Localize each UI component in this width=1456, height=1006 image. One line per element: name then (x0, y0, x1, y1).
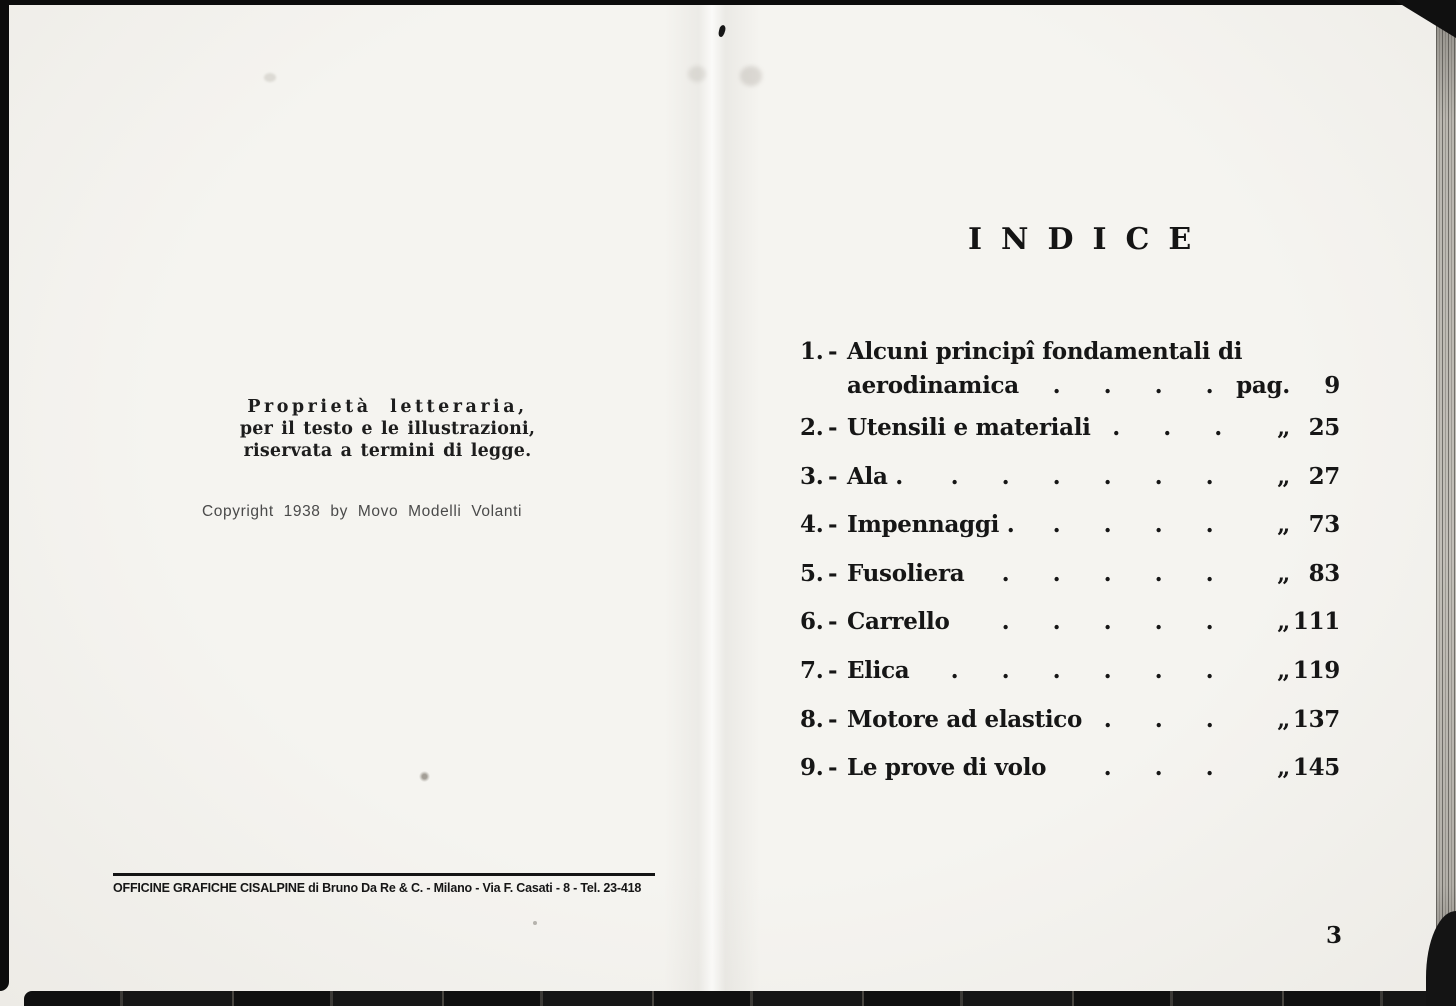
toc-leader-dot: . (1154, 754, 1163, 782)
toc-page-ref-mark: „ (1277, 754, 1290, 782)
toc-entry-dash: - (828, 656, 838, 684)
toc-leader-dots (1014, 501, 1235, 550)
toc-leader-dot: . (950, 462, 959, 490)
toc-leader-dot: . (1052, 462, 1061, 490)
toc-page-ref-mark: „ (1277, 511, 1290, 539)
toc-leader-dot: . (1103, 462, 1112, 490)
toc-leader-dot: . (1052, 372, 1061, 399)
toc-leader-dots (903, 453, 1235, 502)
toc-entry-number: 8. (800, 705, 824, 733)
toc-entry-dash: - (828, 338, 838, 365)
toc-page-number: 111 (1292, 608, 1340, 636)
index-title: INDICE (968, 222, 1211, 257)
toc-entry-title: Le prove di volo (847, 754, 1047, 782)
toc-entry (800, 550, 1340, 599)
scan-speck (419, 771, 430, 782)
scan-speck (264, 73, 276, 82)
toc-leader-dot: . (1112, 414, 1120, 441)
toc-entry-title: Impennaggi . (847, 511, 1015, 539)
toc-page-ref-mark: „ (1277, 705, 1290, 733)
book-gutter-shadow (664, 0, 760, 1006)
toc-leader-dot: . (1154, 608, 1163, 636)
toc-leader-dot: . (1001, 559, 1010, 587)
toc-leader-dots (1046, 744, 1235, 793)
toc-page-ref-mark: „ (1277, 608, 1290, 636)
book-corner-bottom-right (1426, 911, 1456, 1006)
toc-leader-dot: . (1205, 511, 1214, 539)
toc-entry-number: 6. (800, 608, 824, 636)
toc-leader-dot: . (1154, 559, 1163, 587)
toc-leader-dot: . (1001, 608, 1010, 636)
toc-entry-line-1 (800, 336, 1340, 368)
toc-entry (800, 501, 1340, 550)
copyright-line: Copyright 1938 by Movo Modelli Volanti (202, 503, 523, 520)
toc-entry-dash: - (828, 414, 838, 441)
toc-page-number: 137 (1292, 705, 1340, 733)
toc-entry-title: Utensili e materiali (847, 414, 1091, 441)
toc-page-number: 73 (1308, 511, 1340, 539)
toc-page-number: 25 (1308, 414, 1340, 441)
toc-entry-dash: - (828, 608, 838, 636)
toc-entry-dash: - (828, 705, 838, 733)
toc-leader-dots (1019, 368, 1235, 404)
scan-speck (533, 921, 537, 925)
toc-leader-dot: . (1205, 705, 1214, 733)
toc-page-number: 119 (1292, 656, 1340, 684)
toc-entry-title: Motore ad elastico (847, 705, 1083, 733)
toc-entry-line-2 (800, 368, 1340, 404)
toc-entry-dash: - (828, 462, 838, 490)
book-page-edges (1436, 0, 1456, 1006)
toc-leader-dots (964, 550, 1235, 599)
notice-line-2: per il testo e le illustrazioni, (239, 418, 536, 439)
toc-entry-dash: - (828, 754, 838, 782)
toc-entry (800, 647, 1340, 696)
notice-line-3: riservata a termini di legge. (243, 440, 532, 461)
toc-page-ref-mark: „ (1277, 414, 1290, 441)
toc-leader-dot: . (1205, 608, 1214, 636)
toc-leader-dot: . (950, 656, 959, 684)
toc-entry-title: Fusoliera (847, 559, 965, 587)
toc-page-number: 27 (1308, 462, 1340, 490)
toc-page-number: 83 (1308, 559, 1340, 587)
toc-leader-dot: . (1103, 705, 1112, 733)
toc-leader-dot: . (1205, 372, 1214, 399)
toc-entry-number: 3. (800, 462, 824, 490)
toc-page-ref-mark: „ (1277, 656, 1290, 684)
toc-leader-dot: . (1214, 414, 1222, 441)
printer-imprint: OFFICINE GRAFICHE CISALPINE di Bruno Da Re & C. - Milano - Via F. Casati - 8 - Tel. 23-418 (113, 881, 642, 895)
toc-leader-dot: . (1103, 511, 1112, 539)
toc-leader-dot: . (1103, 372, 1112, 399)
toc-entry-title-continued: aerodinamica (847, 372, 1019, 399)
imprint-rule (113, 873, 655, 876)
toc-leader-dot: . (1103, 608, 1112, 636)
toc-leader-dot: . (1103, 754, 1112, 782)
notice-line-1: Proprietà letteraria, (247, 397, 528, 417)
toc-leader-dots (950, 598, 1236, 647)
scan-speck (740, 66, 762, 86)
scan-speck (688, 66, 706, 82)
toc-entry (800, 453, 1340, 502)
toc-leader-dot: . (1163, 414, 1171, 441)
toc-leader-dot: . (1205, 754, 1214, 782)
toc-leader-dot: . (1001, 656, 1010, 684)
toc-leader-dot: . (1154, 372, 1163, 399)
toc-page-ref-mark: „ (1277, 462, 1290, 490)
toc-leader-dot: . (1052, 656, 1061, 684)
toc-entry-number: 9. (800, 754, 824, 782)
toc-page-number: 9 (1324, 372, 1340, 399)
copyright-notice (200, 397, 575, 462)
toc-leader-dot: . (1205, 462, 1214, 490)
page-number-folio: 3 (1325, 922, 1342, 949)
toc-entry-number: 4. (800, 511, 824, 539)
table-of-contents (800, 336, 1340, 793)
scan-border-bottom (24, 991, 1456, 1006)
toc-leader-dots (909, 647, 1235, 696)
toc-leader-dot: . (1205, 559, 1214, 587)
toc-leader-dot: . (1001, 462, 1010, 490)
toc-page-ref-mark: pag. (1236, 372, 1290, 399)
toc-leader-dot: . (1154, 511, 1163, 539)
toc-entry-title: Ala . (847, 462, 904, 490)
toc-entry-title: Carrello (847, 608, 950, 636)
toc-leader-dots (1082, 696, 1235, 745)
toc-entry (800, 744, 1340, 793)
toc-leader-dot: . (1154, 462, 1163, 490)
toc-entry-number: 5. (800, 559, 824, 587)
toc-entry (800, 598, 1340, 647)
toc-leader-dot: . (1154, 705, 1163, 733)
toc-entry-dash: - (828, 511, 838, 539)
toc-entry-title: Alcuni principî fondamentali di (847, 338, 1243, 365)
toc-entry-number: 2. (800, 414, 824, 441)
toc-leader-dot: . (1103, 559, 1112, 587)
toc-entry-title: Elica (847, 656, 910, 684)
toc-leader-dot: . (1052, 559, 1061, 587)
toc-entry (800, 696, 1340, 745)
toc-leader-dot: . (1052, 511, 1061, 539)
toc-leader-dots (1091, 404, 1235, 453)
toc-entry (800, 404, 1340, 453)
toc-page-number: 145 (1292, 754, 1340, 782)
toc-page-ref-mark: „ (1277, 559, 1290, 587)
toc-entry-number: 7. (800, 656, 824, 684)
toc-leader-dot: . (1103, 656, 1112, 684)
toc-entry-dash: - (828, 559, 838, 587)
toc-leader-dot: . (1205, 656, 1214, 684)
toc-entry-number: 1. (800, 338, 824, 365)
toc-leader-dot: . (1052, 608, 1061, 636)
toc-leader-dot: . (1154, 656, 1163, 684)
scan-border-left (0, 0, 9, 991)
scan-border-top (0, 0, 1414, 5)
